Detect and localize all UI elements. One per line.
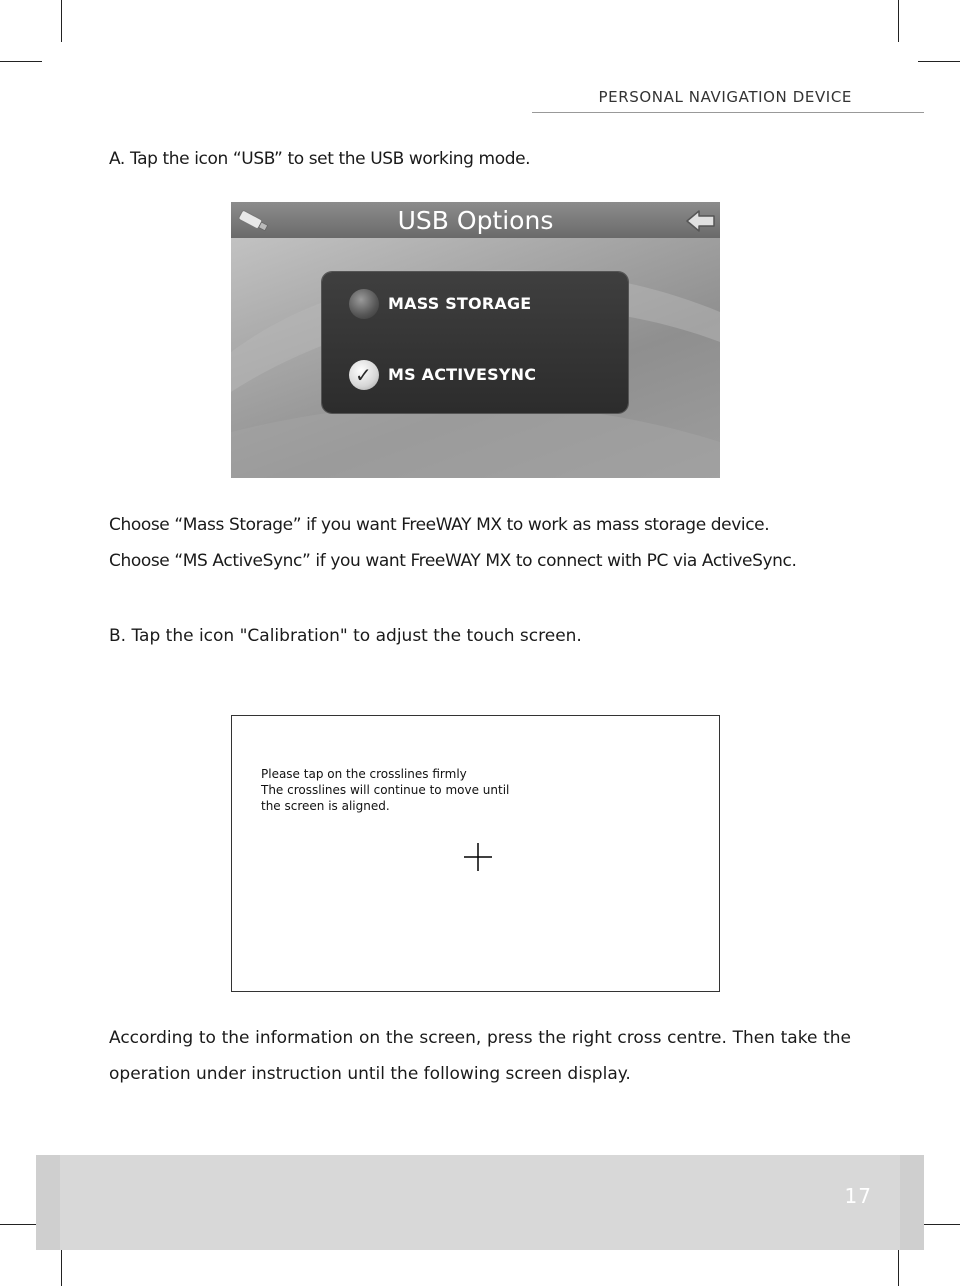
calibration-line: Please tap on the crosslines firmly (261, 767, 467, 781)
calibration-instructions (261, 766, 509, 814)
running-header: PERSONAL NAVIGATION DEVICE (598, 88, 852, 106)
crop-mark (61, 0, 62, 42)
option-label: MASS STORAGE (388, 294, 532, 313)
crop-mark (898, 1244, 899, 1286)
radio-unchecked-icon[interactable] (349, 289, 379, 319)
usb-options-panel (322, 272, 628, 413)
header-rule (532, 112, 924, 113)
footer-panel (60, 1155, 900, 1250)
option-label: MS ACTIVESYNC (388, 365, 537, 384)
option-mass-storage[interactable] (349, 289, 609, 319)
page-number: 17 (844, 1184, 872, 1208)
checkmark-icon: ✓ (355, 363, 372, 387)
crop-mark (898, 0, 899, 42)
crop-mark (61, 1244, 62, 1286)
crop-mark (918, 61, 960, 62)
mass-storage-description: Choose “Mass Storage” if you want FreeWAY MX to work as mass storage device. (109, 515, 770, 535)
usb-options-screen (231, 202, 720, 478)
closing-paragraph: According to the information on the screen, press the right cross centre. Then take the operation under instruction until the following screen display. (109, 1028, 851, 1084)
activesync-description: Choose “MS ActiveSync” if you want FreeWAY MX to connect with PC via ActiveSync. (109, 551, 797, 571)
calibration-screen (231, 715, 720, 992)
section-a-instruction: A. Tap the icon “USB” to set the USB working mode. (109, 149, 531, 169)
crop-mark (0, 61, 42, 62)
crosshair-icon[interactable] (463, 842, 493, 872)
screen-title: USB Options (397, 206, 554, 235)
option-ms-activesync[interactable] (349, 360, 609, 390)
back-arrow-icon[interactable] (684, 206, 718, 236)
crop-mark (918, 1224, 960, 1225)
section-b-instruction: B. Tap the icon "Calibration" to adjust the touch screen. (109, 626, 582, 646)
calibration-line: the screen is aligned. (261, 799, 390, 813)
calibration-line: The crosslines will continue to move until (261, 783, 510, 797)
